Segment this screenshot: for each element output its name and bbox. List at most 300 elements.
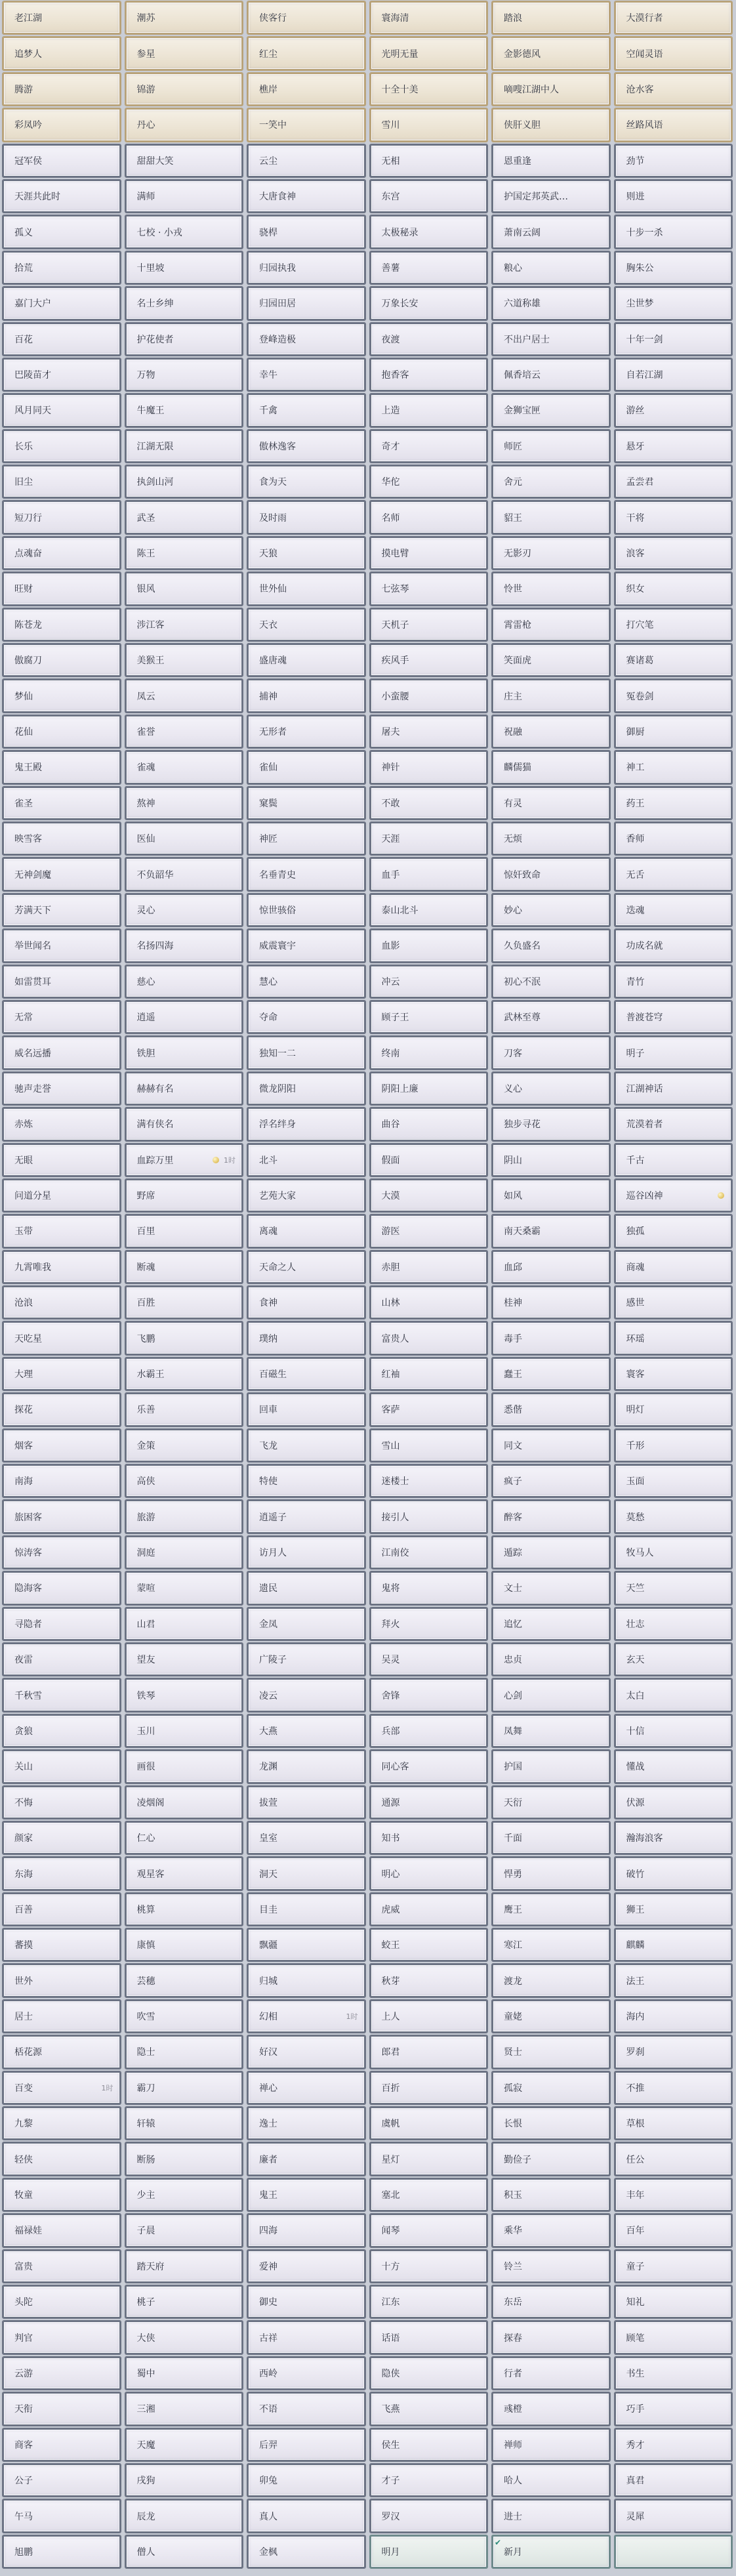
title-tile[interactable] <box>247 1963 366 1997</box>
title-tile[interactable] <box>614 1785 733 1819</box>
title-tile[interactable] <box>247 1250 366 1284</box>
title-tile[interactable] <box>614 2356 733 2390</box>
title-tile[interactable] <box>2 643 121 677</box>
title-tile[interactable] <box>2 144 121 178</box>
title-tile[interactable] <box>614 1999 733 2033</box>
title-tile[interactable] <box>491 928 611 963</box>
title-tile[interactable] <box>491 1000 611 1034</box>
title-tile[interactable] <box>247 893 366 927</box>
title-tile[interactable] <box>614 1821 733 1855</box>
title-tile[interactable] <box>491 1678 611 1712</box>
title-tile[interactable] <box>369 1892 489 1926</box>
title-tile[interactable] <box>2 2392 121 2426</box>
title-tile[interactable] <box>247 108 366 142</box>
title-tile[interactable] <box>491 571 611 606</box>
title-tile[interactable] <box>369 1678 489 1712</box>
title-tile[interactable] <box>2 1214 121 1248</box>
title-tile[interactable] <box>614 1714 733 1748</box>
title-tile[interactable] <box>369 571 489 606</box>
title-tile[interactable] <box>125 2285 244 2319</box>
title-tile[interactable] <box>614 2499 733 2533</box>
title-tile[interactable] <box>125 2392 244 2426</box>
title-tile[interactable] <box>614 928 733 963</box>
title-tile[interactable] <box>369 1285 489 1319</box>
title-tile[interactable] <box>491 1071 611 1106</box>
title-tile[interactable] <box>125 2106 244 2140</box>
title-tile[interactable] <box>125 108 244 142</box>
title-tile[interactable] <box>247 1928 366 1962</box>
title-tile[interactable] <box>2 1071 121 1106</box>
title-tile[interactable] <box>247 928 366 963</box>
title-tile[interactable] <box>614 215 733 249</box>
title-tile[interactable] <box>247 429 366 463</box>
title-tile[interactable] <box>369 2213 489 2247</box>
title-tile[interactable] <box>369 429 489 463</box>
title-tile[interactable] <box>2 1821 121 1855</box>
title-tile[interactable] <box>491 393 611 427</box>
title-tile[interactable] <box>369 1357 489 1391</box>
title-tile[interactable] <box>247 215 366 249</box>
title-tile[interactable] <box>2 1428 121 1463</box>
title-tile[interactable] <box>247 1821 366 1855</box>
title-tile[interactable] <box>247 2285 366 2319</box>
title-tile[interactable] <box>247 571 366 606</box>
title-tile[interactable] <box>614 1250 733 1284</box>
title-tile[interactable] <box>491 251 611 285</box>
title-tile[interactable] <box>2 2142 121 2176</box>
title-tile[interactable] <box>614 1000 733 1034</box>
title-tile[interactable] <box>491 2249 611 2283</box>
title-tile[interactable] <box>491 1571 611 1605</box>
title-tile[interactable] <box>2 500 121 534</box>
title-tile[interactable] <box>247 1 366 35</box>
title-tile[interactable] <box>369 2142 489 2176</box>
title-tile[interactable] <box>247 715 366 749</box>
title-tile[interactable] <box>247 465 366 499</box>
title-tile[interactable] <box>247 1143 366 1177</box>
title-tile[interactable] <box>125 2320 244 2354</box>
title-tile[interactable] <box>125 1642 244 1676</box>
title-tile[interactable] <box>2 857 121 891</box>
title-tile[interactable] <box>125 1214 244 1248</box>
title-tile[interactable] <box>369 1856 489 1890</box>
title-tile[interactable] <box>125 215 244 249</box>
title-tile[interactable] <box>125 928 244 963</box>
title-tile[interactable] <box>614 1071 733 1106</box>
title-tile[interactable] <box>369 1035 489 1070</box>
title-tile[interactable] <box>2 2463 121 2497</box>
title-tile[interactable] <box>125 1285 244 1319</box>
title-tile[interactable] <box>491 536 611 570</box>
title-tile[interactable] <box>247 1428 366 1463</box>
title-tile[interactable] <box>247 1107 366 1141</box>
title-tile[interactable] <box>125 500 244 534</box>
title-tile[interactable] <box>491 608 611 642</box>
title-tile[interactable] <box>614 1571 733 1605</box>
title-tile[interactable] <box>369 965 489 999</box>
title-tile[interactable] <box>2 1000 121 1034</box>
title-tile[interactable] <box>2 1499 121 1533</box>
title-tile[interactable] <box>247 2106 366 2140</box>
title-tile[interactable] <box>2 2356 121 2390</box>
title-tile[interactable] <box>247 643 366 677</box>
title-tile[interactable] <box>247 2356 366 2390</box>
title-tile[interactable] <box>614 536 733 570</box>
title-tile[interactable] <box>369 1499 489 1533</box>
title-tile[interactable] <box>2 750 121 784</box>
title-tile[interactable] <box>369 2463 489 2497</box>
title-tile[interactable] <box>369 2535 489 2569</box>
title-tile[interactable] <box>2 1928 121 1962</box>
title-tile[interactable] <box>491 1250 611 1284</box>
title-tile[interactable] <box>614 1678 733 1712</box>
title-tile[interactable] <box>491 893 611 927</box>
title-tile[interactable] <box>491 1821 611 1855</box>
title-tile[interactable] <box>2 821 121 856</box>
title-tile[interactable] <box>125 2535 244 2569</box>
title-tile[interactable] <box>369 286 489 320</box>
title-tile[interactable] <box>2 251 121 285</box>
title-tile[interactable] <box>125 1035 244 1070</box>
title-tile[interactable] <box>247 2392 366 2426</box>
title-tile[interactable] <box>2 2285 121 2319</box>
title-tile[interactable] <box>491 2320 611 2354</box>
title-tile[interactable] <box>369 786 489 820</box>
title-tile[interactable] <box>2 1856 121 1890</box>
title-tile[interactable] <box>614 1535 733 1569</box>
title-tile[interactable] <box>2 965 121 999</box>
title-tile[interactable] <box>491 786 611 820</box>
title-tile[interactable] <box>614 2535 733 2569</box>
title-tile[interactable] <box>247 750 366 784</box>
title-tile[interactable] <box>2 2106 121 2140</box>
title-tile[interactable] <box>369 179 489 213</box>
title-tile[interactable] <box>247 2428 366 2462</box>
title-tile[interactable] <box>125 2356 244 2390</box>
title-tile[interactable] <box>369 2106 489 2140</box>
title-tile[interactable] <box>125 643 244 677</box>
title-tile[interactable] <box>125 857 244 891</box>
title-tile[interactable] <box>2 179 121 213</box>
title-tile[interactable] <box>125 1607 244 1641</box>
title-tile[interactable] <box>491 1785 611 1819</box>
title-tile[interactable] <box>247 2142 366 2176</box>
title-tile[interactable] <box>491 2106 611 2140</box>
title-tile[interactable] <box>125 2499 244 2533</box>
title-tile[interactable] <box>247 1892 366 1926</box>
title-tile[interactable] <box>369 1392 489 1426</box>
title-tile[interactable] <box>2 2071 121 2105</box>
title-tile[interactable] <box>491 1963 611 1997</box>
title-tile[interactable] <box>614 1428 733 1463</box>
title-tile[interactable] <box>614 2213 733 2247</box>
title-tile[interactable] <box>247 965 366 999</box>
title-tile[interactable] <box>125 1143 244 1177</box>
title-tile[interactable] <box>491 1143 611 1177</box>
title-tile[interactable] <box>125 465 244 499</box>
title-tile[interactable] <box>247 1321 366 1355</box>
title-tile[interactable] <box>2 1143 121 1177</box>
title-tile[interactable] <box>491 821 611 856</box>
title-tile[interactable] <box>491 465 611 499</box>
title-tile[interactable] <box>125 786 244 820</box>
title-tile[interactable] <box>2 36 121 70</box>
title-tile[interactable] <box>2 2035 121 2069</box>
title-tile[interactable] <box>369 2356 489 2390</box>
title-tile[interactable] <box>369 215 489 249</box>
title-tile[interactable] <box>125 1999 244 2033</box>
title-tile[interactable] <box>491 965 611 999</box>
title-tile[interactable] <box>491 286 611 320</box>
title-tile[interactable] <box>614 1607 733 1641</box>
title-tile[interactable] <box>125 1392 244 1426</box>
title-tile[interactable] <box>491 2535 611 2569</box>
title-tile[interactable] <box>369 1571 489 1605</box>
title-tile[interactable] <box>491 1321 611 1355</box>
title-tile[interactable] <box>614 393 733 427</box>
title-tile[interactable] <box>247 36 366 70</box>
title-tile[interactable] <box>614 1357 733 1391</box>
title-tile[interactable] <box>491 1892 611 1926</box>
title-tile[interactable] <box>369 1143 489 1177</box>
title-tile[interactable] <box>614 1178 733 1213</box>
title-tile[interactable] <box>369 358 489 392</box>
title-tile[interactable] <box>125 358 244 392</box>
title-tile[interactable] <box>491 358 611 392</box>
title-tile[interactable] <box>369 1999 489 2033</box>
title-tile[interactable] <box>491 2071 611 2105</box>
title-tile[interactable] <box>491 1607 611 1641</box>
title-tile[interactable] <box>369 608 489 642</box>
title-tile[interactable] <box>247 2035 366 2069</box>
title-tile[interactable] <box>614 358 733 392</box>
title-tile[interactable] <box>369 72 489 106</box>
title-tile[interactable] <box>2 571 121 606</box>
title-tile[interactable] <box>247 500 366 534</box>
title-tile[interactable] <box>125 2035 244 2069</box>
title-tile[interactable] <box>2 678 121 713</box>
title-tile[interactable] <box>369 2320 489 2354</box>
title-tile[interactable] <box>125 179 244 213</box>
title-tile[interactable] <box>614 1892 733 1926</box>
title-tile[interactable] <box>614 1 733 35</box>
title-tile[interactable] <box>614 2071 733 2105</box>
title-tile[interactable] <box>125 2178 244 2212</box>
title-tile[interactable] <box>247 1464 366 1498</box>
title-tile[interactable] <box>491 643 611 677</box>
title-tile[interactable] <box>369 144 489 178</box>
title-tile[interactable] <box>614 322 733 356</box>
title-tile[interactable] <box>491 72 611 106</box>
title-tile[interactable] <box>614 1035 733 1070</box>
title-tile[interactable] <box>2 715 121 749</box>
title-tile[interactable] <box>369 715 489 749</box>
title-tile[interactable] <box>2 1571 121 1605</box>
title-tile[interactable] <box>369 108 489 142</box>
title-tile[interactable] <box>614 608 733 642</box>
title-tile[interactable] <box>614 2320 733 2354</box>
title-tile[interactable] <box>614 251 733 285</box>
title-tile[interactable] <box>369 643 489 677</box>
title-tile[interactable] <box>125 571 244 606</box>
title-tile[interactable] <box>491 2142 611 2176</box>
title-tile[interactable] <box>247 72 366 106</box>
title-tile[interactable] <box>125 1464 244 1498</box>
title-tile[interactable] <box>369 2071 489 2105</box>
title-tile[interactable] <box>125 1107 244 1141</box>
title-tile[interactable] <box>125 1428 244 1463</box>
title-tile[interactable] <box>491 108 611 142</box>
title-tile[interactable] <box>247 2499 366 2533</box>
title-tile[interactable] <box>614 2392 733 2426</box>
title-tile[interactable] <box>369 1250 489 1284</box>
title-tile[interactable] <box>125 608 244 642</box>
title-tile[interactable] <box>2 2320 121 2354</box>
title-tile[interactable] <box>491 750 611 784</box>
title-tile[interactable] <box>247 2463 366 2497</box>
title-tile[interactable] <box>2 1678 121 1712</box>
title-tile[interactable] <box>614 2463 733 2497</box>
title-tile[interactable] <box>125 1499 244 1533</box>
title-tile[interactable] <box>2 786 121 820</box>
title-tile[interactable] <box>125 1250 244 1284</box>
title-tile[interactable] <box>614 1143 733 1177</box>
title-tile[interactable] <box>491 2392 611 2426</box>
title-tile[interactable] <box>125 429 244 463</box>
title-tile[interactable] <box>369 1178 489 1213</box>
title-tile[interactable] <box>614 2178 733 2212</box>
title-tile[interactable] <box>369 36 489 70</box>
title-tile[interactable] <box>125 2142 244 2176</box>
title-tile[interactable] <box>125 2213 244 2247</box>
title-tile[interactable] <box>491 179 611 213</box>
title-tile[interactable] <box>369 1107 489 1141</box>
title-tile[interactable] <box>491 1357 611 1391</box>
title-tile[interactable] <box>614 2106 733 2140</box>
title-tile[interactable] <box>614 2285 733 2319</box>
title-tile[interactable] <box>369 750 489 784</box>
title-tile[interactable] <box>369 928 489 963</box>
title-tile[interactable] <box>614 571 733 606</box>
title-tile[interactable] <box>2 2178 121 2212</box>
title-tile[interactable] <box>369 2285 489 2319</box>
title-tile[interactable] <box>125 1571 244 1605</box>
title-tile[interactable] <box>369 821 489 856</box>
title-tile[interactable] <box>247 1214 366 1248</box>
title-tile[interactable] <box>125 286 244 320</box>
title-tile[interactable] <box>2 1107 121 1141</box>
title-tile[interactable] <box>125 678 244 713</box>
title-tile[interactable] <box>247 1035 366 1070</box>
title-tile[interactable] <box>614 1963 733 1997</box>
title-tile[interactable] <box>2 358 121 392</box>
title-tile[interactable] <box>491 144 611 178</box>
title-tile[interactable] <box>125 750 244 784</box>
title-tile[interactable] <box>125 1963 244 1997</box>
title-tile[interactable] <box>247 2071 366 2105</box>
title-tile[interactable] <box>614 1107 733 1141</box>
title-tile[interactable] <box>614 678 733 713</box>
title-tile[interactable] <box>125 1714 244 1748</box>
title-tile[interactable] <box>369 1928 489 1962</box>
title-tile[interactable] <box>125 821 244 856</box>
title-tile[interactable] <box>491 36 611 70</box>
title-tile[interactable] <box>125 1749 244 1783</box>
title-tile[interactable] <box>125 1928 244 1962</box>
title-tile[interactable] <box>247 1000 366 1034</box>
title-tile[interactable] <box>369 1821 489 1855</box>
title-tile[interactable] <box>2 322 121 356</box>
title-tile[interactable] <box>614 643 733 677</box>
title-tile[interactable] <box>2 1642 121 1676</box>
title-tile[interactable] <box>369 678 489 713</box>
title-tile[interactable] <box>614 500 733 534</box>
title-tile[interactable] <box>2 215 121 249</box>
title-tile[interactable] <box>614 1642 733 1676</box>
title-tile[interactable] <box>491 1285 611 1319</box>
title-tile[interactable] <box>2 608 121 642</box>
title-tile[interactable] <box>614 286 733 320</box>
title-tile[interactable] <box>2 465 121 499</box>
title-tile[interactable] <box>369 1607 489 1641</box>
title-tile[interactable] <box>614 429 733 463</box>
title-tile[interactable] <box>247 393 366 427</box>
title-tile[interactable] <box>2 1714 121 1748</box>
title-tile[interactable] <box>125 2249 244 2283</box>
title-tile[interactable] <box>614 857 733 891</box>
title-tile[interactable] <box>614 715 733 749</box>
title-tile[interactable] <box>491 1214 611 1248</box>
title-tile[interactable] <box>491 1714 611 1748</box>
title-tile[interactable] <box>491 1749 611 1783</box>
title-tile[interactable] <box>369 1 489 35</box>
title-tile[interactable] <box>125 1000 244 1034</box>
title-tile[interactable] <box>247 2249 366 2283</box>
title-tile[interactable] <box>247 1785 366 1819</box>
title-tile[interactable] <box>614 72 733 106</box>
title-tile[interactable] <box>125 72 244 106</box>
title-tile[interactable] <box>369 1535 489 1569</box>
title-tile[interactable] <box>125 2463 244 2497</box>
title-tile[interactable] <box>125 1321 244 1355</box>
title-tile[interactable] <box>614 821 733 856</box>
title-tile[interactable] <box>247 1071 366 1106</box>
title-tile[interactable] <box>2 1178 121 1213</box>
title-tile[interactable] <box>369 1428 489 1463</box>
title-tile[interactable] <box>369 465 489 499</box>
title-tile[interactable] <box>125 1071 244 1106</box>
title-tile[interactable] <box>491 1535 611 1569</box>
title-tile[interactable] <box>2 1963 121 1997</box>
title-tile[interactable] <box>369 2249 489 2283</box>
title-tile[interactable] <box>247 1357 366 1391</box>
title-tile[interactable] <box>614 1321 733 1355</box>
title-tile[interactable] <box>125 393 244 427</box>
title-tile[interactable] <box>369 1642 489 1676</box>
title-tile[interactable] <box>125 1 244 35</box>
title-tile[interactable] <box>614 144 733 178</box>
title-tile[interactable] <box>614 786 733 820</box>
title-tile[interactable] <box>247 678 366 713</box>
title-tile[interactable] <box>369 893 489 927</box>
title-tile[interactable] <box>247 1856 366 1890</box>
title-tile[interactable] <box>369 322 489 356</box>
title-tile[interactable] <box>491 2463 611 2497</box>
title-tile[interactable] <box>491 1392 611 1426</box>
title-tile[interactable] <box>614 893 733 927</box>
title-tile[interactable] <box>247 1178 366 1213</box>
title-tile[interactable] <box>614 36 733 70</box>
